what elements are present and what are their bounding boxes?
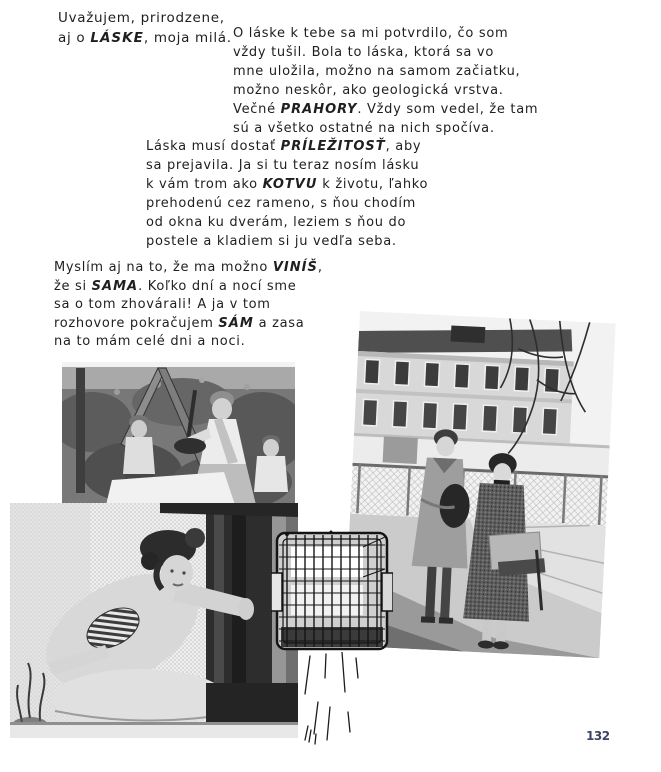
photo-garden-family — [62, 362, 295, 505]
narration-block-3: Láska musí dostať PRÍLEŽITOSŤ, aby sa prejavila. Ja si tu teraz nosím lásku k vám trom ako KOTVU k životu, ľahko prehodenú cez rameno, s ňou chodím od okna ku dverám, leziem s ňou do postele a kladiem si ju vedľa seba. — [146, 139, 429, 249]
photo-swimsuit-woman — [10, 503, 298, 738]
ink-drips — [296, 652, 371, 747]
cage-drawing — [271, 527, 393, 659]
photo-swimsuit-art — [10, 503, 298, 738]
photo-garden-art — [62, 362, 295, 505]
page-number: 132 — [586, 729, 610, 743]
narration-block-4: Myslím aj na to, že ma možno VINÍŠ, že si SAMA. Koľko dní a nocí sme sa o tom zhovárali! A ja v tom rozhovore pokračujem SÁM a zasa na to mám celé dni a noci. — [54, 260, 323, 349]
narration-block-2: O láske k tebe sa mi potvrdilo, čo som vždy tušil. Bola to láska, ktorá sa vo mne uložila, možno na samom začiatku, možno neskôr, ako geologická vrstva. Večné PRAHORY. Vždy som vedel, že tam sú a všetko ostatné na nich spočíva. — [233, 26, 539, 136]
narration-block-1: Uvažujem, prirodzene, aj o LÁSKE, moja milá. — [58, 10, 232, 46]
